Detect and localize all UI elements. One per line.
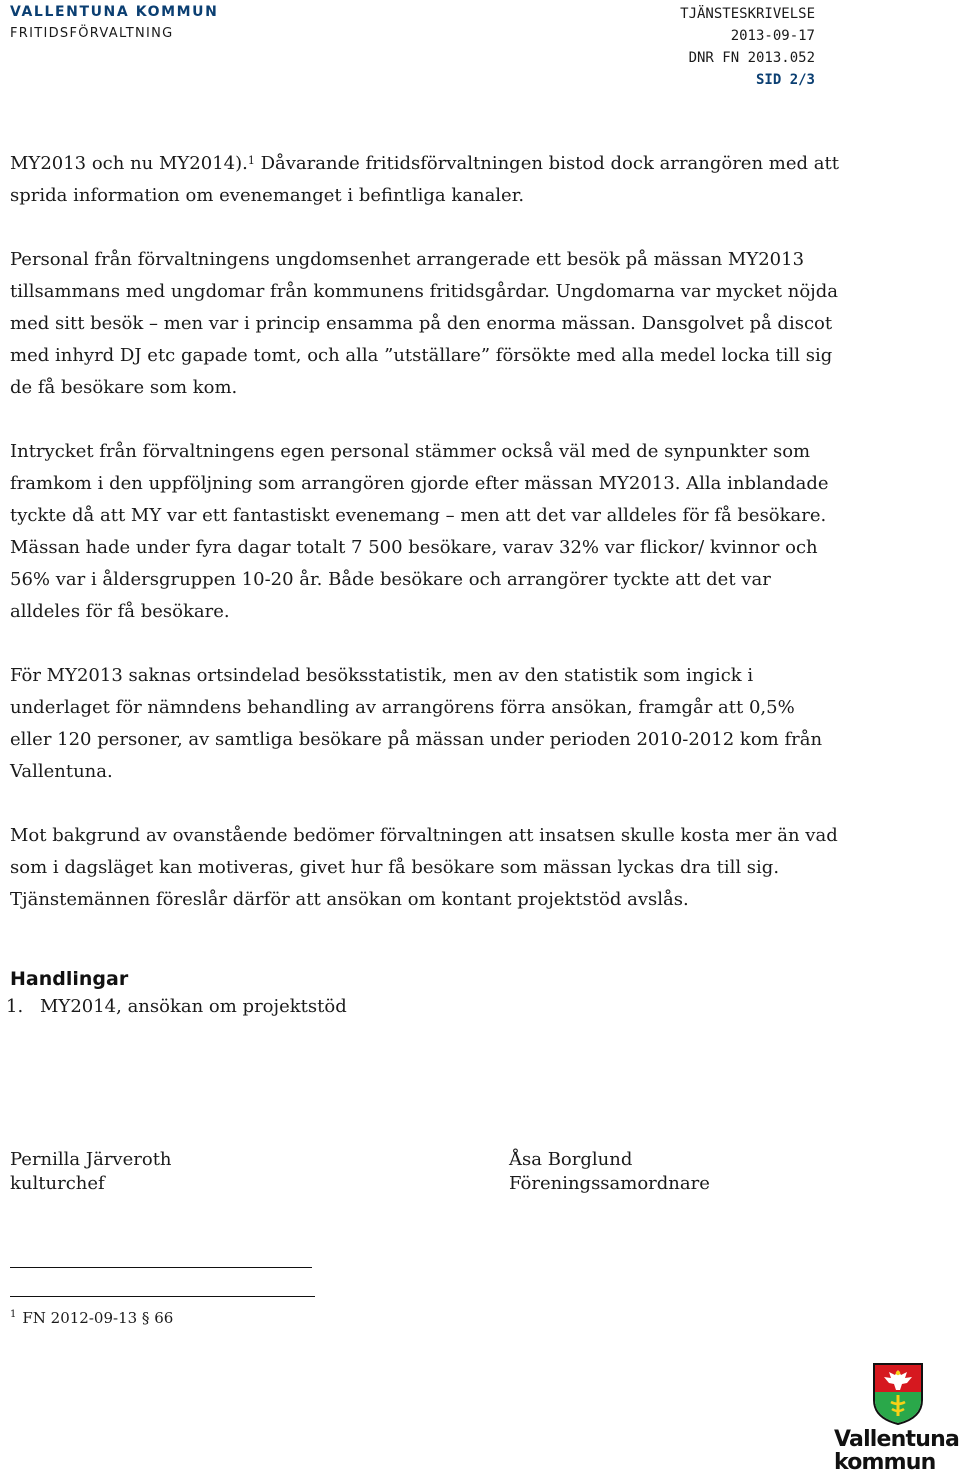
section-heading-handlingar: Handlingar <box>10 968 129 990</box>
paragraph-5 <box>10 820 840 916</box>
paragraph-1-rest: Dåvarande fritidsförvaltningen bistod dock arrangören med att sprida information om evenemanget i befintliga kanaler. <box>10 153 839 206</box>
organization-name: VALLENTUNA KOMMUN <box>10 4 219 20</box>
footnote <box>10 1309 173 1327</box>
paragraph-1 <box>10 148 840 212</box>
paragraph-2-text: Personal från förvaltningens ungdomsenhet arrangerade ett besök på mässan MY2013 tillsammans med ungdomar från kommunens fritidsgårdar. Ungdomarna var mycket nöjda med sitt besök – men var i princip ensamma på den enorma mässan. Dansgolvet på discot med inhyrd DJ etc gapade tomt, och alla ”utställare” försökte med alla medel locka till sig de få besökare som kom. <box>10 249 839 398</box>
document-header-right <box>680 3 815 91</box>
paragraph-4-text: För MY2013 saknas ortsindelad besöksstatistik, men av den statistik som ingick i underlaget för nämndens behandling av arrangörens förra ansökan, framgår att 0,5% eller 120 personer, av samtliga besökare på mässan under perioden 2010-2012 kom från Vallentuna. <box>10 665 823 782</box>
list-item-number: 1. <box>6 996 24 1017</box>
footnote-ref[interactable]: 1 <box>247 154 255 167</box>
signature-block-1 <box>10 1148 172 1196</box>
document-dnr: DNR FN 2013.052 <box>688 50 815 66</box>
signature-divider <box>10 1267 312 1268</box>
coat-of-arms-icon <box>872 1362 924 1426</box>
signatory-title: Föreningssamordnare <box>509 1173 710 1194</box>
signatory-name: Pernilla Järveroth <box>10 1149 172 1170</box>
page-number: SID 2/3 <box>755 72 815 88</box>
footnote-divider <box>10 1296 315 1297</box>
paragraph-3 <box>10 436 840 628</box>
paragraph-4 <box>10 660 840 788</box>
signatory-title: kulturchef <box>10 1173 105 1194</box>
document-type: TJÄNSTESKRIVELSE <box>680 6 815 22</box>
document-date: 2013-09-17 <box>730 28 815 44</box>
footnote-text: FN 2012-09-13 § 66 <box>22 1309 174 1327</box>
department-name: FRITIDSFÖRVALTNING <box>10 26 174 41</box>
logo-line-1: Vallentuna <box>834 1427 960 1452</box>
document-header-left <box>10 2 218 46</box>
paragraph-5-text: Mot bakgrund av ovanstående bedömer förvaltningen att insatsen skulle kosta mer än vad som i dagsläget kan motiveras, givet hur få besökare som mässan lyckas dra till sig. Tjänstemännen föreslår därför att ansökan om kontant projektstöd avslås. <box>10 825 838 910</box>
logo-line-2: kommun <box>834 1450 936 1475</box>
signature-block-2 <box>509 1148 710 1196</box>
signatory-name: Åsa Borglund <box>509 1149 633 1170</box>
logo-wordmark <box>834 1428 959 1474</box>
paragraph-3-text: Intrycket från förvaltningens egen personal stämmer också väl med de synpunkter som framkom i den uppföljning som arrangören gjorde efter mässan MY2013. Alla inblandade tyckte då att MY var ett fantastiskt evenemang – men att det var alldeles för få besökare. Mässan hade under fyra dagar totalt 7 500 besökare, varav 32% var flickor/ kvinnor och 56% var i åldersgruppen 10-20 år. Både besökare och arrangörer tyckte att det var alldeles för få besökare. <box>10 441 829 622</box>
paragraph-2 <box>10 244 840 404</box>
list-item-text: MY2014, ansökan om projektstöd <box>40 996 347 1017</box>
list-item <box>6 994 347 1020</box>
footnote-number: 1 <box>10 1309 17 1320</box>
vallentuna-kommun-logo <box>832 1362 960 1477</box>
paragraph-1-text: MY2013 och nu MY2014). <box>10 153 248 174</box>
